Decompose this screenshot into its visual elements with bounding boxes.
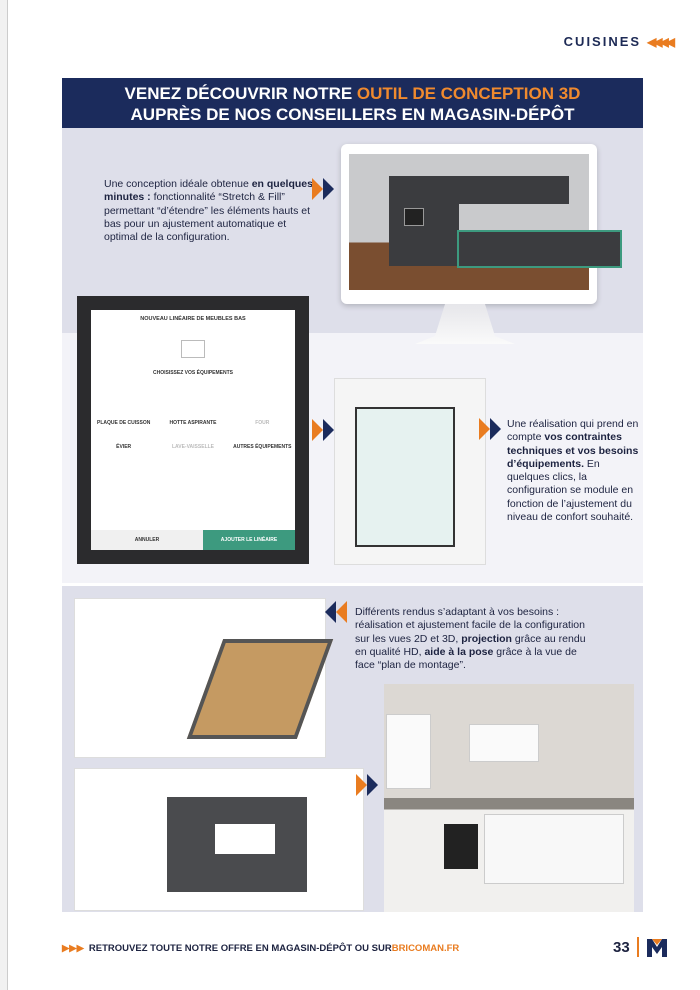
2d-plan-screenshot	[334, 378, 486, 565]
3d-plan-screenshot	[74, 598, 326, 758]
footer-text: RETROUVEZ TOUTE NOTRE OFFRE EN MAGASIN-DÉPÔT OU SUR	[88, 943, 392, 954]
cabinet-icon	[181, 340, 205, 358]
tablet-dialog-screenshot	[77, 296, 309, 564]
equip-item[interactable]: PLAQUE DE CUISSON	[96, 420, 151, 426]
page-edge	[0, 0, 8, 990]
add-linear-button[interactable]: AJOUTER LE LINÉAIRE	[203, 530, 295, 550]
equip-item[interactable]: AUTRES ÉQUIPEMENTS	[233, 444, 292, 450]
arrow-right-icon	[312, 178, 334, 200]
bricoman-link[interactable]: BRICOMAN.FR	[391, 943, 460, 954]
arrow-right-icon	[479, 418, 501, 440]
front-elevation-screenshot	[74, 768, 364, 911]
page-number: 33	[613, 939, 630, 956]
arrow-right-icon	[356, 774, 378, 796]
cancel-button[interactable]: ANNULER	[91, 530, 203, 550]
section3-text: Différents rendus s’adaptant à vos besoins : réalisation et ajustement facile de la configuration sur les vues 2D et 3D, projection grâce au rendu en qualité HD, aide à la pose grâce à la vue de face “plan de montage”.	[355, 606, 586, 672]
dialog-title: NOUVEAU LINÉAIRE DE MEUBLES BAS	[140, 316, 246, 322]
category-header	[564, 34, 672, 49]
arrow-right-icon	[312, 419, 334, 441]
divider	[637, 937, 639, 957]
dialog-subtitle: CHOISISSEZ VOS ÉQUIPEMENTS	[152, 370, 233, 376]
chevrons-icon: ◀◀◀◀	[647, 34, 672, 49]
category-label: CUISINES	[563, 34, 642, 49]
banner-highlight: OUTIL DE CONCEPTION 3D	[356, 84, 581, 103]
banner	[62, 78, 643, 128]
equip-item[interactable]: HOTTE ASPIRANTE	[169, 420, 217, 426]
banner-line1: VENEZ DÉCOUVRIR NOTRE	[124, 84, 357, 103]
bricoman-logo	[646, 937, 668, 957]
equip-item[interactable]: LAVE-VAISSELLE	[171, 444, 215, 450]
kitchen-render-photo	[384, 684, 634, 912]
3d-kitchen-screen	[349, 154, 589, 290]
banner-line2: AUPRÈS DE NOS CONSEILLERS EN MAGASIN-DÉPÔT	[130, 105, 575, 124]
footer	[62, 943, 459, 954]
equip-item[interactable]: FOUR	[255, 420, 270, 426]
section2-text: Une réalisation qui prend en compte vos contraintes techniques et vos besoins d’équipements. En quelques clics, la configuration se module en fonction de l’ajustement du niveau de confort souhaité.	[507, 418, 639, 524]
arrow-left-icon	[325, 601, 347, 623]
equip-item[interactable]: ÉVIER	[116, 444, 132, 450]
section1-text: Une conception idéale obtenue en quelques minutes : fonctionnalité “Stretch & Fill” permettant “d’étendre” les éléments hauts et bas pour un ajustement automatique et optimal de la configuration.	[104, 178, 313, 244]
chevrons-icon: ▶▶▶	[62, 943, 84, 954]
room-outline	[355, 407, 455, 547]
equipment-dialog	[91, 310, 295, 550]
monitor-3d-view	[341, 144, 597, 304]
